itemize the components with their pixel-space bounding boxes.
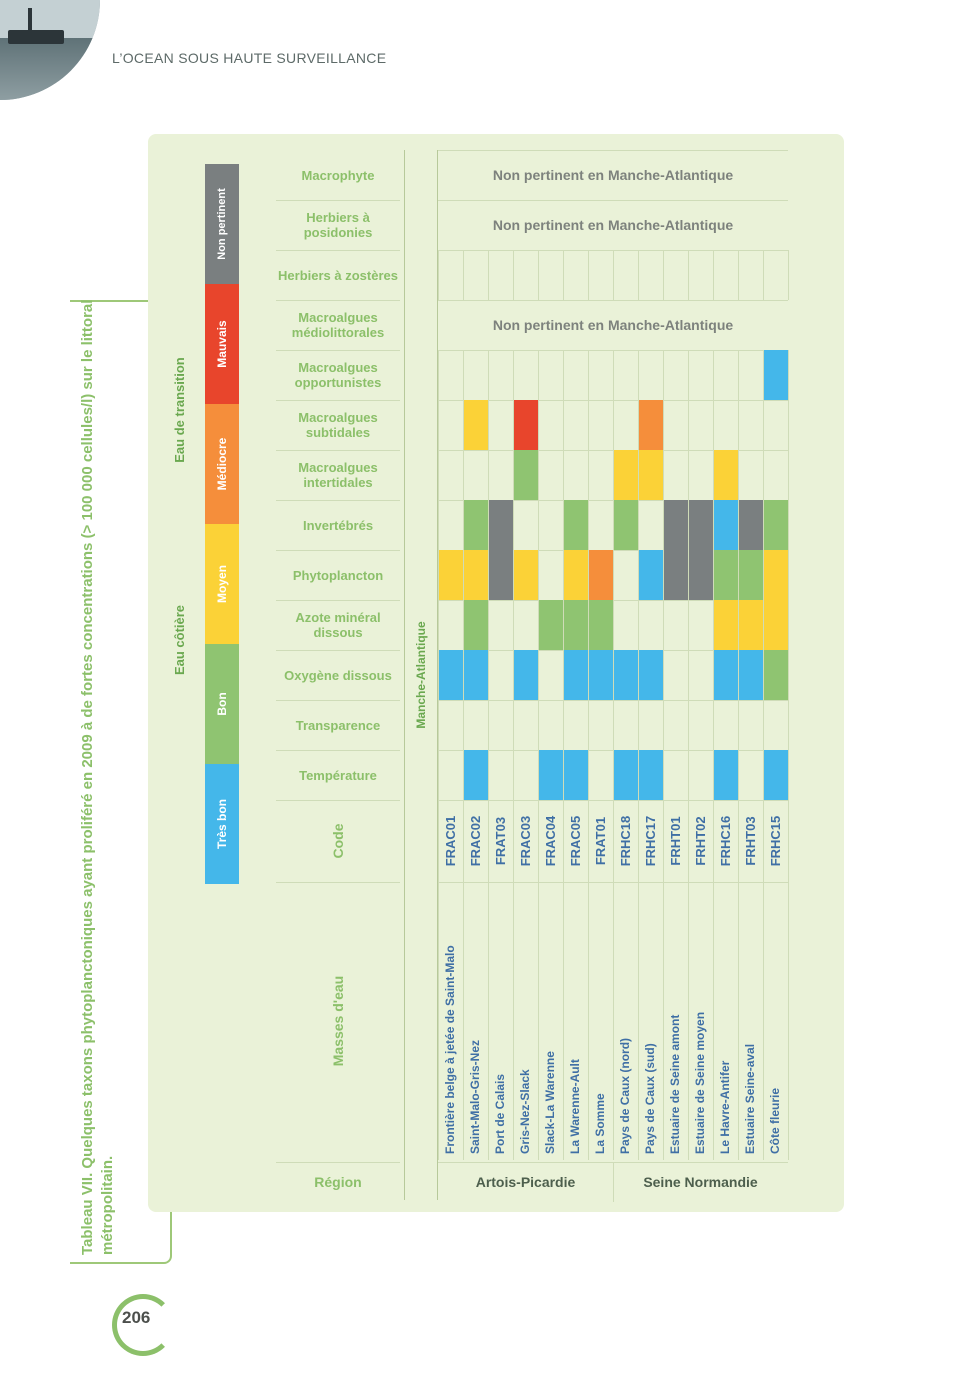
water-mass-code: FRAT01 — [593, 816, 608, 866]
water-mass-code: FRAT03 — [493, 816, 508, 866]
column-divider — [663, 550, 664, 600]
column-divider — [713, 350, 714, 400]
column-divider — [713, 750, 714, 800]
status-cell — [613, 450, 638, 500]
water-mass-name: La Warenne-Ault — [568, 1059, 582, 1154]
column-divider — [488, 250, 489, 300]
region-header: Région — [314, 1174, 362, 1190]
status-cell — [463, 400, 488, 450]
column-divider — [588, 650, 589, 700]
status-cell — [488, 550, 513, 600]
column-divider — [588, 450, 589, 500]
column-divider — [588, 550, 589, 600]
status-cell — [563, 600, 588, 650]
column-divider — [463, 500, 464, 550]
column-divider — [788, 250, 789, 300]
column-divider — [513, 350, 514, 400]
column-divider — [563, 500, 564, 550]
column-divider — [488, 750, 489, 800]
column-divider — [438, 500, 439, 550]
column-divider — [513, 750, 514, 800]
column-divider — [538, 700, 539, 750]
column-divider — [713, 700, 714, 750]
column-divider — [463, 400, 464, 450]
status-cell — [688, 550, 713, 600]
status-cell — [763, 750, 788, 800]
status-cell — [713, 650, 738, 700]
column-divider — [763, 600, 764, 650]
column-divider — [788, 700, 789, 750]
column-divider — [663, 450, 664, 500]
column-divider — [588, 700, 589, 750]
status-cell — [463, 750, 488, 800]
status-cell — [738, 600, 763, 650]
water-mass-name: Slack-La Warenne — [543, 1051, 557, 1154]
column-divider — [763, 550, 764, 600]
not-relevant-label: Non pertinent en Manche-Atlantique — [492, 167, 734, 183]
column-divider — [438, 650, 439, 700]
column-divider — [663, 350, 664, 400]
column-divider — [738, 650, 739, 700]
column-divider — [738, 550, 739, 600]
column-divider — [488, 650, 489, 700]
status-cell — [488, 500, 513, 550]
column-divider — [538, 550, 539, 600]
corner-photo — [0, 0, 100, 100]
column-divider — [613, 700, 614, 750]
column-divider — [463, 600, 464, 650]
legend-level-label: Bon — [215, 692, 229, 716]
water-mass-name: Estuaire de Seine amont — [668, 1014, 682, 1154]
water-mass-name: Gris-Nez-Slack — [518, 1069, 532, 1154]
parameter-label: Azote minéral dissous — [295, 610, 381, 640]
column-divider — [738, 350, 739, 400]
not-relevant-label: Non pertinent en Manche-Atlantique — [492, 217, 734, 233]
column-divider — [638, 550, 639, 600]
column-divider — [738, 250, 739, 300]
column-divider — [438, 600, 439, 650]
column-divider — [763, 450, 764, 500]
column-divider — [613, 250, 614, 300]
column-divider — [563, 350, 564, 400]
column-divider — [663, 400, 664, 450]
status-cell — [588, 650, 613, 700]
water-mass-name: Côte fleurie — [768, 1087, 782, 1154]
column-divider — [538, 250, 539, 300]
column-divider — [563, 400, 564, 450]
column-divider — [538, 750, 539, 800]
column-divider — [688, 650, 689, 700]
zone-label: Manche-Atlantique — [414, 621, 428, 729]
column-divider — [763, 700, 764, 750]
region-label: Seine Normandie — [643, 1174, 758, 1190]
water-mass-code: FRAC04 — [543, 815, 558, 867]
parameter-label: Oxygène dissous — [284, 667, 392, 683]
column-divider — [613, 550, 614, 600]
parameter-label: Macroalgues intertidales — [298, 460, 378, 490]
column-divider — [513, 700, 514, 750]
column-divider — [663, 500, 664, 550]
water-mass-code: FRHC15 — [768, 815, 783, 867]
column-divider — [638, 500, 639, 550]
column-divider — [438, 450, 439, 500]
status-cell — [588, 600, 613, 650]
status-cell — [463, 500, 488, 550]
column-divider — [513, 250, 514, 300]
column-divider — [688, 700, 689, 750]
water-mass-code: FRHC16 — [718, 815, 733, 867]
status-cell — [463, 600, 488, 650]
header-title: L’OCEAN SOUS HAUTE SURVEILLANCE — [112, 50, 387, 66]
legend-level-label: Très bon — [215, 799, 229, 850]
status-cell — [438, 650, 463, 700]
column-divider — [638, 250, 639, 300]
status-cell — [513, 650, 538, 700]
column-divider — [563, 250, 564, 300]
status-cell — [738, 650, 763, 700]
status-cell — [438, 550, 463, 600]
status-cell — [763, 650, 788, 700]
masses-header: Masses d'eau — [330, 975, 346, 1067]
status-cell — [763, 550, 788, 600]
column-divider — [738, 500, 739, 550]
legend-level-label: Moyen — [215, 565, 229, 604]
status-cell — [638, 400, 663, 450]
column-divider — [738, 700, 739, 750]
column-divider — [713, 450, 714, 500]
column-divider — [463, 450, 464, 500]
legend-transition-label: Eau de transition — [172, 357, 187, 463]
status-cell — [563, 750, 588, 800]
column-divider — [538, 600, 539, 650]
column-divider — [438, 750, 439, 800]
column-divider — [513, 500, 514, 550]
column-divider — [638, 650, 639, 700]
column-divider — [613, 600, 614, 650]
column-divider — [563, 600, 564, 650]
row-divider — [276, 1162, 400, 1163]
water-mass-code: FRHT01 — [668, 816, 683, 866]
legend-level-label: Médiocre — [215, 437, 229, 491]
column-divider — [763, 400, 764, 450]
column-divider — [788, 600, 789, 650]
parameter-label: Invertébrés — [302, 517, 374, 533]
column-divider — [788, 350, 789, 400]
status-cell — [563, 650, 588, 700]
status-cell — [563, 550, 588, 600]
water-mass-name: Pays de Caux (nord) — [618, 1037, 632, 1154]
column-divider — [513, 400, 514, 450]
column-divider — [463, 700, 464, 750]
parameter-label: Phytoplancton — [292, 567, 384, 583]
status-cell — [738, 550, 763, 600]
column-divider — [688, 450, 689, 500]
column-divider — [663, 700, 664, 750]
parameter-label: Température — [299, 767, 377, 783]
column-divider — [463, 250, 464, 300]
water-mass-code: FRHT02 — [693, 816, 708, 866]
column-divider — [638, 700, 639, 750]
legend-level-label: Non pertinent — [216, 188, 228, 260]
status-cell — [613, 750, 638, 800]
status-cell — [713, 550, 738, 600]
zone-divider — [404, 150, 405, 1200]
column-divider — [738, 600, 739, 650]
not-relevant-label: Non pertinent en Manche-Atlantique — [492, 317, 734, 333]
status-cell — [513, 550, 538, 600]
status-cell — [463, 650, 488, 700]
column-divider — [463, 350, 464, 400]
water-mass-code: FRHC18 — [618, 815, 633, 867]
column-divider — [663, 250, 664, 300]
column-divider — [713, 250, 714, 300]
column-divider — [538, 650, 539, 700]
water-mass-code: FRAC02 — [468, 815, 483, 867]
status-cell — [513, 450, 538, 500]
column-divider — [688, 550, 689, 600]
column-divider — [588, 750, 589, 800]
parameter-label: Macroalgues médiolittorales — [291, 310, 385, 340]
column-divider — [613, 400, 614, 450]
column-divider — [488, 600, 489, 650]
column-divider — [438, 700, 439, 750]
water-mass-name: Port de Calais — [493, 1073, 507, 1154]
column-divider — [438, 250, 439, 300]
parameter-label: Herbiers à zostères — [278, 267, 398, 283]
legend-coastal-label: Eau côtière — [172, 604, 187, 676]
water-mass-code: FRHT03 — [743, 816, 758, 866]
parameter-label: Macroalgues subtidales — [298, 410, 378, 440]
status-cell — [763, 500, 788, 550]
column-divider — [713, 600, 714, 650]
status-cell — [638, 450, 663, 500]
column-divider — [788, 400, 789, 450]
column-divider — [613, 500, 614, 550]
page-number: 206 — [122, 1308, 151, 1327]
status-cell — [513, 400, 538, 450]
column-divider — [763, 500, 764, 550]
status-cell — [763, 350, 788, 400]
status-cell — [738, 500, 763, 550]
column-divider — [688, 250, 689, 300]
column-divider — [588, 250, 589, 300]
column-divider — [613, 350, 614, 400]
column-divider — [688, 400, 689, 450]
status-cell — [688, 500, 713, 550]
column-divider — [463, 750, 464, 800]
column-divider — [488, 550, 489, 600]
column-divider — [488, 450, 489, 500]
status-cell — [713, 500, 738, 550]
column-divider — [788, 750, 789, 800]
status-cell — [763, 600, 788, 650]
column-divider — [488, 350, 489, 400]
water-mass-name: Pays de Caux (sud) — [643, 1043, 657, 1154]
parameter-label: Macroalgues opportunistes — [294, 360, 382, 390]
status-cell — [638, 750, 663, 800]
status-cell — [538, 600, 563, 650]
photo-sea — [0, 38, 100, 100]
column-divider — [438, 400, 439, 450]
column-divider — [563, 550, 564, 600]
column-divider — [588, 600, 589, 650]
table-caption: Tableau VII. Quelques taxons phytoplanctoniques ayant proliféré en 2009 à de fortes concentrations (> 100 000 cellules/l) sur le littoral métropolitain. — [79, 299, 116, 1255]
legend-level-label: Mauvais — [215, 320, 229, 368]
water-mass-name: Estuaire de Seine moyen — [693, 1011, 707, 1154]
column-divider — [513, 600, 514, 650]
column-divider — [438, 350, 439, 400]
water-mass-name: La Somme — [593, 1093, 607, 1154]
column-divider — [713, 500, 714, 550]
water-mass-name: Estuaire Seine-aval — [743, 1043, 757, 1154]
water-mass-code: FRAC01 — [443, 815, 458, 867]
column-divider — [663, 750, 664, 800]
column-divider — [588, 400, 589, 450]
column-divider — [713, 550, 714, 600]
column-divider — [438, 550, 439, 600]
parameter-label: Macrophyte — [301, 167, 375, 183]
column-divider — [763, 650, 764, 700]
column-divider — [763, 250, 764, 300]
column-divider — [613, 650, 614, 700]
column-divider — [488, 400, 489, 450]
column-divider — [663, 650, 664, 700]
status-cell — [713, 750, 738, 800]
status-cell — [538, 750, 563, 800]
column-divider — [688, 500, 689, 550]
column-divider — [788, 800, 789, 1160]
column-divider — [463, 650, 464, 700]
column-divider — [613, 450, 614, 500]
region-label: Artois-Picardie — [475, 1174, 576, 1190]
column-divider — [688, 350, 689, 400]
status-cell — [638, 650, 663, 700]
column-divider — [488, 700, 489, 750]
column-divider — [488, 500, 489, 550]
status-cell — [663, 550, 688, 600]
column-divider — [463, 550, 464, 600]
column-divider — [588, 350, 589, 400]
column-divider — [538, 400, 539, 450]
column-divider — [713, 400, 714, 450]
column-divider — [763, 750, 764, 800]
column-divider — [788, 650, 789, 700]
column-divider — [513, 550, 514, 600]
status-cell — [613, 500, 638, 550]
status-cell — [638, 550, 663, 600]
column-divider — [738, 450, 739, 500]
column-divider — [538, 500, 539, 550]
column-divider — [688, 600, 689, 650]
column-divider — [788, 500, 789, 550]
status-cell — [588, 550, 613, 600]
row-divider — [276, 882, 400, 883]
code-header: Code — [330, 823, 346, 859]
column-divider — [638, 350, 639, 400]
status-cell — [613, 650, 638, 700]
column-divider — [763, 350, 764, 400]
column-divider — [688, 750, 689, 800]
water-mass-name: Frontière belge à jetée de Saint-Malo — [443, 945, 457, 1154]
column-divider — [588, 500, 589, 550]
column-divider — [563, 450, 564, 500]
water-mass-code: FRAC03 — [518, 815, 533, 867]
column-divider — [788, 450, 789, 500]
column-divider — [738, 750, 739, 800]
column-divider — [563, 750, 564, 800]
column-divider — [638, 750, 639, 800]
column-divider — [563, 650, 564, 700]
column-divider — [613, 750, 614, 800]
water-mass-name: Le Havre-Antifer — [718, 1060, 732, 1154]
column-divider — [738, 400, 739, 450]
water-mass-code: FRHC17 — [643, 815, 658, 867]
water-mass-code: FRAC05 — [568, 815, 583, 867]
column-divider — [638, 600, 639, 650]
status-cell — [563, 500, 588, 550]
column-divider — [538, 450, 539, 500]
column-divider — [513, 650, 514, 700]
status-cell — [713, 600, 738, 650]
status-cell — [713, 450, 738, 500]
region-divider — [613, 1162, 614, 1202]
water-mass-name: Saint-Malo-Gris-Nez — [468, 1039, 482, 1154]
status-cell — [663, 500, 688, 550]
parameter-label: Transparence — [295, 717, 381, 733]
status-cell — [463, 550, 488, 600]
column-divider — [638, 400, 639, 450]
column-divider — [788, 550, 789, 600]
column-divider — [513, 450, 514, 500]
column-divider — [638, 450, 639, 500]
photo-boat — [8, 30, 64, 44]
column-divider — [663, 600, 664, 650]
column-divider — [538, 350, 539, 400]
column-divider — [713, 650, 714, 700]
column-divider — [563, 700, 564, 750]
parameter-label: Herbiers à posidonies — [303, 210, 373, 240]
